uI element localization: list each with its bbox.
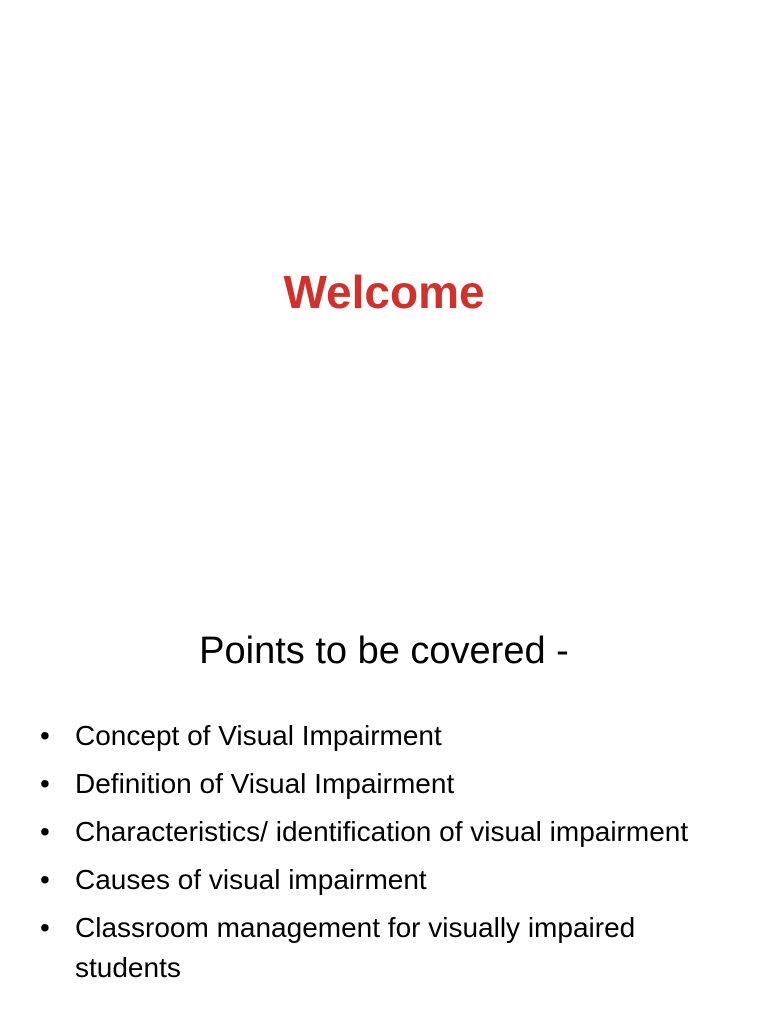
bullet-icon: • bbox=[40, 864, 50, 895]
welcome-title: Welcome bbox=[283, 266, 485, 318]
bullet-icon: • bbox=[40, 768, 50, 799]
list-item-text: Definition of Visual Impairment bbox=[75, 768, 455, 799]
list-item bbox=[40, 908, 730, 988]
list-item-text: Causes of visual impairment bbox=[75, 864, 427, 895]
list-item bbox=[40, 716, 730, 756]
bullet-icon: • bbox=[40, 720, 50, 751]
list-item-text: Classroom management for visually impaired students bbox=[75, 912, 636, 983]
list-item bbox=[40, 812, 730, 852]
list-item-text: Characteristics/ identification of visual impairment bbox=[75, 816, 689, 847]
bullet-icon: • bbox=[40, 816, 50, 847]
slide-points bbox=[0, 576, 768, 1024]
list-item bbox=[40, 764, 730, 804]
bullet-list bbox=[40, 716, 730, 996]
points-title: Points to be covered - bbox=[199, 630, 569, 672]
bullet-icon: • bbox=[40, 912, 50, 943]
list-item-text: Concept of Visual Impairment bbox=[75, 720, 442, 751]
list-item bbox=[40, 860, 730, 900]
